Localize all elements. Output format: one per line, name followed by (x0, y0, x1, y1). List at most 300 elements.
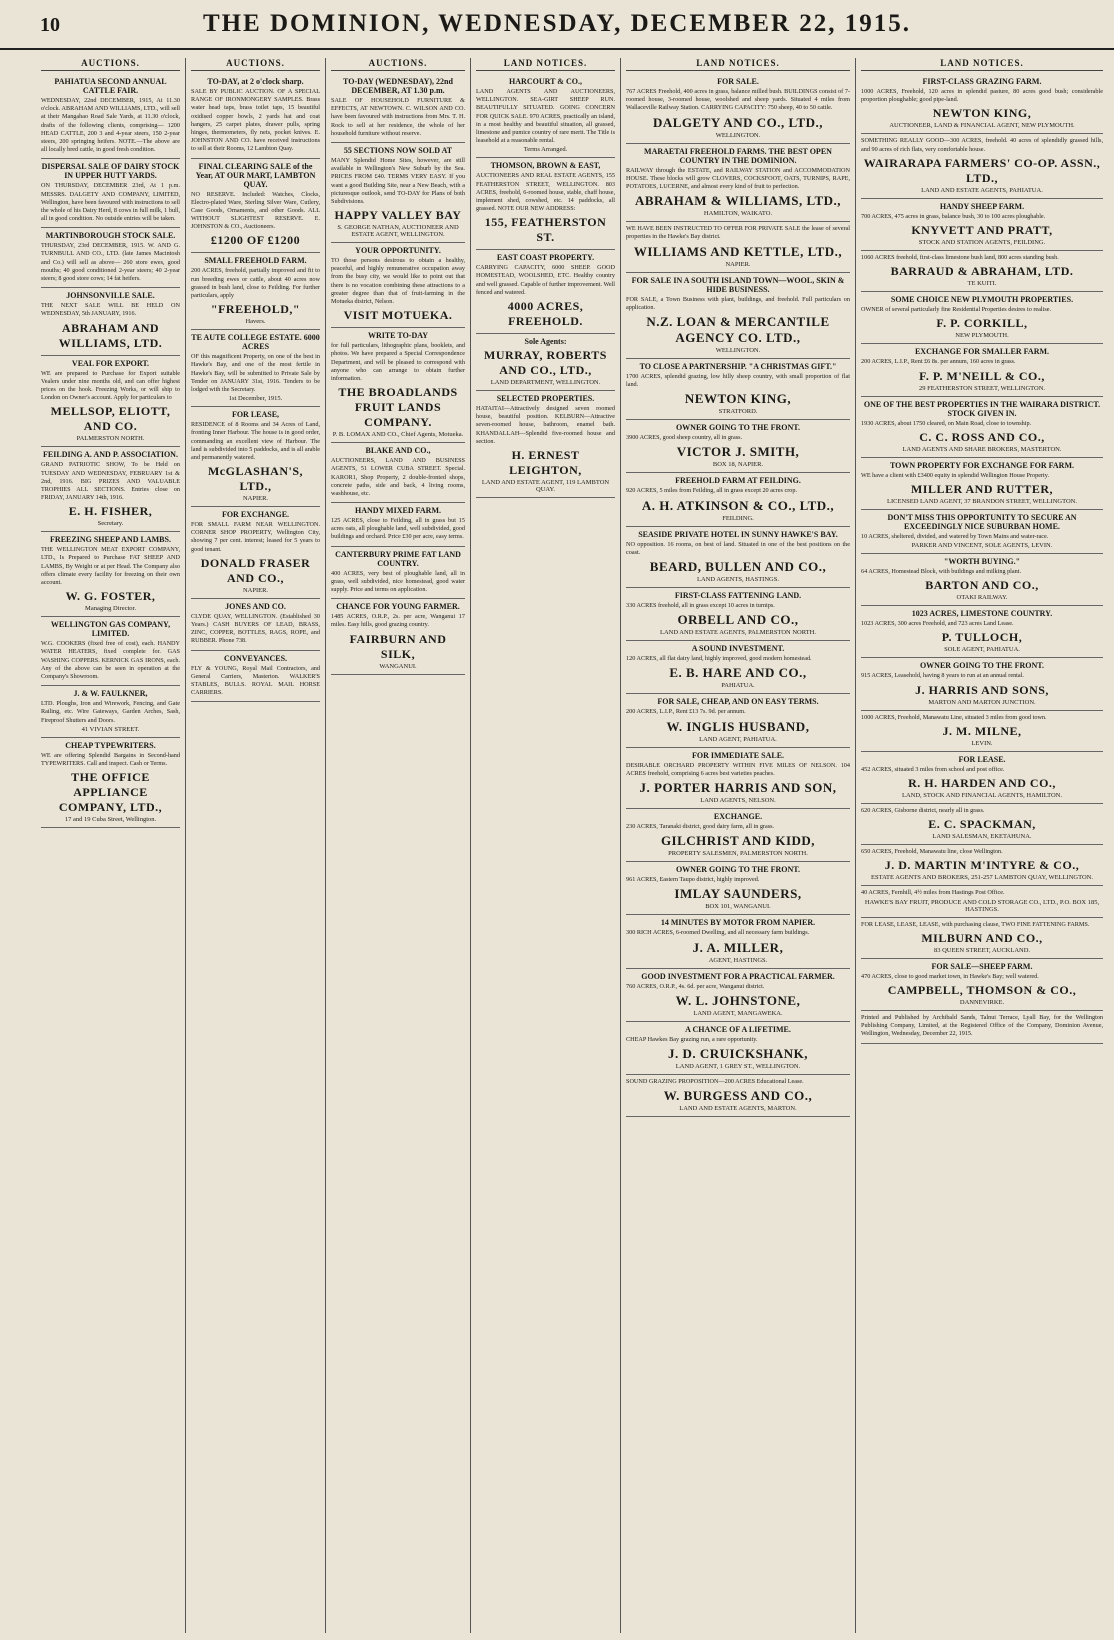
ad-body: DESIRABLE ORCHARD PROPERTY WITHIN FIVE MILES OF NELSON. 104 ACRES freehold, comprising 6 acres best varieties peaches. (626, 761, 850, 777)
column-4 (471, 58, 621, 1633)
column-5 (621, 58, 856, 1633)
ad-title: SMALL FREEHOLD FARM. (204, 256, 307, 266)
ad-firm-name: THE BROADLANDS FRUIT LANDS COMPANY. (338, 385, 458, 430)
ad-body: 1485 ACRES, O.R.P., 2s. per acre, Wanganui 17 miles. Easy hills, good grazing country. (331, 613, 465, 629)
ad-subline: LAND AGENTS, HASTINGS. (697, 576, 779, 583)
ad-firm-name: F. P. CORKILL, (936, 316, 1028, 331)
ad-title: 1023 ACRES, LIMESTONE COUNTRY. (911, 609, 1053, 619)
ad-body: NO RESERVE. Included: Watches, Clocks, Electro-plated Ware, Sterling Silver Ware, Cutlery, Case Goods, Ornaments, and other Goods. ALL WITHOUT SLIGHTEST RESERVE. E. JOHNSTON & CO., Auctioneers. (191, 190, 320, 231)
ad-subline: LAND AGENTS, NELSON. (700, 796, 776, 804)
ad-firm-name: DALGETY AND CO., LTD., (652, 114, 824, 130)
ad-title: FOR SALE. (717, 77, 759, 86)
ad-subline: Managing Director. (85, 605, 136, 613)
advertisement (861, 658, 1103, 710)
ad-subline: PARKER AND VINCENT, SOLE AGENTS, LEVIN. (911, 542, 1053, 550)
ad-firm-name: J. D. MARTIN M'INTYRE & CO., (884, 858, 1080, 873)
ad-firm-name: C. C. ROSS AND CO., (919, 429, 1045, 444)
advertisement (41, 617, 180, 686)
ad-firm-name: J. A. MILLER, (692, 939, 784, 955)
ad-subline: LAND AGENT, 1 GREY ST., WELLINGTON. (675, 1062, 801, 1070)
ad-subline: BOX 18, NAPIER. (712, 461, 764, 469)
ad-title: FEILDING A. AND P. ASSOCIATION. (43, 450, 178, 460)
ad-title: A SOUND INVESTMENT. (691, 644, 785, 654)
ad-title: ONE OF THE BEST PROPERTIES IN THE WAIRARA DISTRICT. STOCK GIVEN IN. (863, 399, 1101, 418)
ad-body: FOR SALE, a Town Business with plant, buildings, and freehold. Full particulars on application. (626, 295, 850, 311)
ad-subline: SOLE AGENT, PAHIATUA. (944, 646, 1020, 654)
ad-title: CHEAP TYPEWRITERS. (65, 740, 156, 750)
advertisement (626, 222, 850, 272)
advertisement (861, 74, 1103, 134)
ad-body: 300 RICH ACRES, 6-roomed Dwelling, and all necessary farm buildings. (626, 929, 810, 937)
ad-subline: PALMERSTON NORTH. (76, 435, 145, 443)
advertisement (861, 711, 1103, 752)
ad-title: FREEHOLD FARM AT FEILDING. (675, 476, 801, 486)
ad-firm-name: W. G. FOSTER, (65, 589, 156, 604)
ad-body: WE are offering Splendid Bargains in Second-hand TYPEWRITERS. Call and inspect. Cash or Terms. (41, 751, 180, 767)
column-1 (36, 58, 186, 1633)
ad-title: Sole Agents: (524, 337, 567, 346)
ad-subline: FEILDING. (722, 514, 754, 522)
advertisement (331, 328, 465, 443)
ad-subline: HAMILTON, WAIKATO. (703, 210, 773, 218)
advertisement (626, 748, 850, 809)
ad-body: WEDNESDAY, 22nd DECEMBER, 1915, At 11.30 o'clock. ABRAHAM AND WILLIAMS, LTD., will sell at their Mangahao Road Sale Yards, at 11.30 o'clock, drafts of the following clients, comprising— 1200 HEAD CATTLE, 200 3 and 4-year steers, 150 2-year steers, 200 springing heifers. NOTE.—The above are all locally bred cattle, in good fresh condition. (41, 97, 180, 154)
advertisement (191, 159, 320, 254)
advertisement (861, 804, 1103, 845)
advertisement (41, 686, 180, 738)
advertisement (861, 845, 1103, 886)
ad-firm-name: E. C. SPACKMAN, (928, 817, 1036, 832)
ad-firm-name: VICTOR J. SMITH, (676, 444, 800, 460)
ad-body: 760 ACRES, O.R.P., 4s. 6d. per acre, Wanganui district. (626, 982, 765, 990)
ad-title: THOMSON, BROWN & EAST, (490, 161, 601, 171)
advertisement (191, 407, 320, 507)
ad-firm-name: ORBELL AND CO., (677, 612, 799, 628)
ad-firm-name: MILLER AND RUTTER, (910, 481, 1054, 496)
ad-title: DISPERSAL SALE OF DAIRY STOCK IN UPPER HUTT YARDS. (41, 162, 180, 181)
ad-body: 200 ACRES, freehold, partially improved and fit to run breeding ewes or cattle, about 40 acres now grassed in bush land, close to Feilding. For further particulars, apply (191, 267, 320, 299)
advertisement (861, 554, 1103, 606)
ad-subline: DANNEVIRKE. (959, 998, 1005, 1006)
ad-firm-name: N.Z. LOAN & MERCANTILE AGENCY CO. LTD., (646, 313, 830, 345)
ad-body: AUCTIONEERS, LAND AND BUSINESS AGENTS, 51 LOWER CUBA STREET. Special. KAROR1, Shop Property, 2 double-fronted shops, concrete paths, side and back, 4 living rooms, washhouse, etc. (331, 457, 465, 497)
ad-subline: Havers. (245, 318, 266, 326)
ad-firm-name: NEWTON KING, (932, 106, 1032, 121)
ad-body: 330 ACRES freehold, all in grass except 10 acres in turnips. (626, 602, 775, 609)
ad-firm-name: NEWTON KING, (684, 391, 792, 407)
ad-firm-name: 155, FEATHERSTON ST. (484, 215, 607, 245)
advertisement (191, 599, 320, 651)
advertisement (861, 1011, 1103, 1044)
advertisement (41, 74, 180, 159)
ad-title: FINAL CLEARING SALE of the Year, AT OUR MART, LAMBTON QUAY. (195, 161, 316, 189)
column-heading: LAND NOTICES. (626, 58, 850, 71)
ad-firm-name: "FREEHOLD," (210, 302, 301, 317)
ad-title: OWNER GOING TO THE FRONT. (919, 661, 1045, 671)
ad-body: HATAITAI—Attractively designed seven roomed house, beautiful position. KELBURN—Attractive seven-roomed house, bathroom, enamel bath. KHANDALLAH—Splendid five-roomed house and section. (476, 405, 615, 445)
ad-title: WELLINGTON GAS COMPANY, LIMITED. (50, 620, 171, 639)
ad-title: YOUR OPPORTUNITY. (355, 246, 441, 256)
ad-body: OF this magnificent Property, on one of the best in Hawke's Bay, and one of the most fertile in Hawke's Bay, will be submitted to Private Sale by Tender on JANUARY 31st, 1916. Tenders to be lodged with the Secretary. (191, 353, 320, 393)
ad-title: MARAETAI FREEHOLD FARMS. THE BEST OPEN COUNTRY IN THE DOMINION. (644, 146, 832, 165)
ad-subline: 41 VIVIAN STREET. (81, 725, 140, 733)
ad-title: VEAL FOR EXPORT. (71, 358, 150, 368)
ad-body: W.G. COOKERS (fixed free of cost), each. HANDY WATER HEATERS, fixed complete for. GAS WASHING COPPERS. KERNICK GAS IRONS, each. Any of the above can be seen in operation at the Company's Showroom. (41, 640, 180, 680)
ad-subline: AUCTIONEER, LAND & FINANCIAL AGENT, NEW PLYMOUTH. (889, 122, 1075, 130)
ad-body: LAND AGENTS AND AUCTIONEERS, WELLINGTON. SEA-GIRT SHEEP RUN. BEAUTIFULLY SITUATED. GOING CONCERN FOR QUICK SALE. 970 ACRES, practically an island, in a most healthy and beautiful situation, all grassed, limestone and pumice country of rare merit. The Title is leasehold at a reasonable rental. (476, 88, 615, 145)
ad-body: OWNER of several particularly fine Residential Properties desires to realise. (861, 306, 1052, 314)
ad-body: WE are prepared to Purchase for Export suitable Vealers under nine months old, and can offer highest prices on the hook. Freezing Works, or will ship to London on Owner's account. Apply for particulars to (41, 369, 180, 402)
column-2 (186, 58, 326, 1633)
masthead (0, 0, 1114, 50)
ad-subline: Terms Arranged. (523, 146, 568, 154)
ad-body: 920 ACRES, 5 miles from Feilding, all in grass except 20 acres crop. (626, 487, 797, 495)
advertisement (861, 199, 1103, 251)
advertisement (861, 292, 1103, 344)
ad-subline: LAND AND ESTATE AGENTS, PALMERSTON NORTH. (659, 629, 816, 637)
ad-body: THE NEXT SALE WILL BE HELD ON WEDNESDAY, 5th JANUARY, 1916. (41, 302, 180, 318)
advertisement (41, 288, 180, 355)
ad-subline: BOX 101, WANGANUI. (705, 903, 771, 911)
advertisement (476, 158, 615, 250)
ad-subline: MARTON AND MARTON JUNCTION. (928, 698, 1036, 706)
ad-body: THE WELLINGTON MEAT EXPORT COMPANY, LTD., Is Prepared to Purchase FAT SHEEP AND LAMBS, By Weight or at per Head. The Company also offers climate every facility for freezing on their own account. (41, 546, 180, 586)
ad-firm-name: J. PORTER HARRIS AND SON, (639, 779, 837, 795)
ad-body: 767 ACRES Freehold, 400 acres in grass, balance milled bush. BUILDINGS consist of 7-roomed house, 3-roomed house, woolshed and sheep yards. Situated 4 miles from Wallaceville Railway Station. CARRYING CAPACITY: 750 sheep, 40 to 50 cattle. (626, 88, 850, 112)
advertisement (861, 510, 1103, 554)
ad-title: TOWN PROPERTY FOR EXCHANGE FOR FARM. (889, 460, 1074, 470)
ad-body: 125 ACRES, close to Feilding, all in grass but 15 acres oats, all ploughable land, well subdivided, good buildings and orchard. Price £30 per acre, easy terms. (331, 517, 465, 541)
ad-firm-name: CAMPBELL, THOMSON & CO., (887, 982, 1077, 997)
ad-body: for full particulars, lithographic plans, booklets, and photos. We have prepared a Special Correspondence Department, and will be pleased to correspond with anyone who can arrange to obtain further information. (331, 342, 465, 382)
ad-firm-name: McGLASHAN'S, LTD., (207, 464, 303, 494)
ad-firm-name: VISIT MOTUEKA. (343, 308, 453, 323)
ad-title: 55 SECTIONS NOW SOLD AT (343, 145, 453, 155)
ad-body: CLYDE QUAY, WELLINGTON. (Established 30 Years.) CASH BUYERS OF LEAD, BRASS, ZINC, COPPER, BOTTLES, RAGS, ROPE, and RUBBER. Phone 738. (191, 612, 320, 645)
column-heading: LAND NOTICES. (476, 58, 615, 71)
advertisement (626, 694, 850, 747)
ad-title: TO-DAY (WEDNESDAY), 22nd DECEMBER, AT 1.30 p.m. (343, 77, 453, 95)
ad-title: WRITE TO-DAY (367, 331, 429, 341)
ad-subline: STRATFORD. (718, 408, 758, 416)
ad-subline: LAND, STOCK AND FINANCIAL AGENTS, HAMILTON. (902, 792, 1062, 799)
ad-firm-name: E. H. FISHER, (68, 504, 153, 519)
advertisement (626, 473, 850, 526)
advertisement (41, 738, 180, 828)
ad-title: MARTINBOROUGH STOCK SALE. (45, 231, 176, 241)
ad-title: SELECTED PROPERTIES. (496, 394, 595, 403)
ad-subline: NAPIER. (242, 495, 269, 503)
advertisement (476, 74, 615, 158)
advertisement (861, 918, 1103, 959)
ad-title: FOR SALE IN A SOUTH ISLAND TOWN—WOOL, SKIN & HIDE BUSINESS. (631, 275, 845, 294)
ad-subline: P. B. LOMAX AND CO., Chief Agents, Motueka. (332, 431, 464, 439)
ad-subline: WANGANUI. (379, 662, 417, 670)
ad-firm-name: BARTON AND CO., (925, 578, 1039, 593)
advertisement (331, 443, 465, 503)
ad-title: TO CLOSE A PARTNERSHIP. "A CHRISTMAS GIFT." (639, 361, 837, 371)
ad-subline: NAPIER. (725, 260, 751, 268)
advertisement (41, 532, 180, 617)
ad-body: MANY Splendid Home Sites, however, are still available in Wellington's New Suburb by the Sea. PRICES FROM £40. TERMS VERY EASY. If you want a good Building Site, near a New Beach, with a picturesque outlook, send TO-DAY for Plans of both Subdivisions. (331, 156, 465, 205)
ad-body: FLY & YOUNG, Royal Mail Contractors, and General Carriers, Masterton. WALKER'S STABLES, BULLS. ROYAL MAIL HORSE CARRIERS. (191, 664, 320, 697)
ad-subline: HAWKE'S BAY FRUIT, PRODUCE AND COLD STORAGE CO., LTD., P.O. BOX 185, HASTINGS. (864, 898, 1100, 913)
advertisement (861, 458, 1103, 510)
ad-firm-name: FAIRBURN AND SILK, (349, 631, 447, 661)
advertisement (626, 809, 850, 862)
column-heading: AUCTIONS. (191, 58, 320, 71)
ad-title: FOR SALE, CHEAP, AND ON EASY TERMS. (657, 697, 819, 707)
ad-subline: WELLINGTON. (715, 346, 761, 354)
ad-subline: S. GEORGE NATHAN, AUCTIONEER AND ESTATE AGENT, WELLINGTON. (337, 224, 459, 239)
advertisement (331, 143, 465, 243)
ad-title: EXCHANGE. (713, 811, 763, 821)
ad-body: 470 ACRES, close to good market town, in Hawke's Bay; well watered. (861, 972, 1039, 980)
ad-firm-name: BARRAUD & ABRAHAM, LTD. (890, 264, 1074, 279)
ad-body: 1023 ACRES, 300 acres Freehold, and 723 acres Land Lease. (861, 620, 1014, 628)
ad-subline: PAHIATUA. (721, 682, 755, 690)
ad-body: 961 ACRES, Eastern Taupo district, highly improved. (626, 876, 760, 884)
ad-subline: AGENT, HASTINGS. (708, 956, 768, 964)
ad-body: SALE OF HOUSEHOLD FURNITURE & EFFECTS, AT NEWTOWN. C. WILSON AND CO. have been favoured with instructions from Mrs. T. H. Rock to sell at her residence, the whole of her household furniture without reserve. (331, 97, 465, 137)
ad-title: FIRST-CLASS FATTENING LAND. (674, 591, 802, 600)
ad-body: FOR LEASE, LEASE, LEASE, with purchasing clause, TWO FINE FATTENING FARMS. (861, 920, 1090, 928)
ad-body: SOUND GRAZING PROPOSITION—200 ACRES Educational Lease. (626, 1077, 804, 1085)
advertisement (476, 391, 615, 498)
ad-body: 3900 ACRES, good sheep country, all in grass. (626, 434, 743, 442)
ad-title: EAST COAST PROPERTY. (496, 253, 595, 263)
ad-title: SOME CHOICE NEW PLYMOUTH PROPERTIES. (890, 295, 1074, 305)
ad-subline: LEVIN. (971, 739, 993, 747)
ad-title: FOR SALE—SHEEP FARM. (931, 961, 1033, 971)
ad-body: 1060 ACRES freehold, first-class limestone bush land, 800 acres standing bush. (861, 253, 1059, 261)
ad-subline: 17 and 19 Cuba Street, Wellington. (64, 816, 157, 824)
ad-title: CANTERBURY PRIME FAT LAND COUNTRY. (335, 549, 461, 568)
ad-title: FOR EXCHANGE. (221, 510, 290, 520)
ad-body: NO opposition. 16 rooms, on best of land. Situated in one of the best positions on the coast. (626, 540, 850, 556)
ad-firm-name: WILLIAMS AND KETTLE, LTD., (633, 243, 843, 259)
ad-body: 400 ACRES, very best of ploughable land, all in grass, well subdivided, nice homestead, good water supply. Price and terms on application. (331, 569, 465, 593)
ad-body: CARRYING CAPACITY, 6000 SHEEP. GOOD HOMESTEAD, WOOLSHED, ETC. Healthy country and well grassed. Capable of further improvement. Well fenced and watered. (476, 264, 615, 296)
ad-firm-name: H. ERNEST LEIGHTON, (509, 447, 582, 477)
ad-title: TO-DAY, at 2 o'clock sharp. (207, 77, 304, 86)
advertisement (191, 651, 320, 703)
advertisement (191, 253, 320, 330)
advertisement (331, 547, 465, 600)
advertisement (41, 356, 180, 448)
ad-title: DON'T MISS THIS OPPORTUNITY TO SECURE AN EXCEEDINGLY NICE SUBURBAN HOME. (887, 512, 1077, 531)
ad-subline: 29 FEATHERSTON STREET, WELLINGTON. (918, 384, 1046, 392)
ad-body: TO those persons desirous to obtain a healthy, peaceful, and highly remunerative occupation away from the busy city, we would like to point out that there is no vocation combining these attractions to a greater degree than that of fruit-farming in the Motueka district, Nelson. (331, 257, 465, 305)
ad-firm-name: 4000 ACRES, FREEHOLD. (507, 299, 584, 328)
ad-subline: LAND AGENT, MANGAWEKA. (693, 1009, 783, 1017)
advertisement (861, 251, 1103, 292)
ad-title: FIRST-CLASS GRAZING FARM. (922, 77, 1042, 86)
advertisement (191, 330, 320, 407)
ad-title: EXCHANGE FOR SMALLER FARM. (914, 347, 1050, 357)
ad-firm-name: E. B. HARE AND CO., (669, 665, 807, 681)
ad-firm-name: W. L. JOHNSTONE, (675, 992, 801, 1008)
advertisement (626, 1075, 850, 1117)
ad-firm-name: W. BURGESS AND CO., (663, 1088, 813, 1104)
ad-title: PAHIATUA SECOND ANNUAL CATTLE FAIR. (54, 77, 167, 95)
advertisement (626, 359, 850, 420)
ad-subline: LAND SALESMAN, EKETAHUNA. (932, 833, 1032, 841)
ad-firm-name: J. D. CRUICKSHANK, (667, 1045, 809, 1061)
ad-body: 650 ACRES, Freehold, Manawatu line, close Wellington. (861, 848, 1003, 856)
advertisement (861, 134, 1103, 198)
ad-body: 452 ACRES, situated 3 miles from school and post office. (861, 765, 1005, 773)
ad-body: 1000 ACRES, Freehold, 120 acres in splendid pasture, 80 acres good bush; considerable proportion ploughable; good pipe-land. (861, 88, 1103, 104)
ad-body: WE HAVE BEEN INSTRUCTED TO OFFER FOR PRIVATE SALE the lease of several properties in the Hawke's Bay district. (626, 225, 850, 241)
advertisement (41, 447, 180, 532)
ad-subline: 1st December, 1915. (228, 395, 283, 403)
ad-title: CONVEYANCES. (223, 653, 288, 663)
ad-body: AUCTIONEERS AND REAL ESTATE AGENTS, 155 FEATHERSTON STREET, WELLINGTON. 803 ACRES, freehold, 6-roomed house, stable, chaff house, implement shed, cowshed, etc. 14 paddocks, all grassed. NOTE OUR NEW ADDRESS: (476, 172, 615, 213)
ad-title: FREEZING SHEEP AND LAMBS. (50, 535, 171, 545)
ad-body: 1000 ACRES, Freehold, Manawatu Line, situated 3 miles from good town. (861, 713, 1047, 721)
ad-body: 120 ACRES, all flat dairy land, highly improved, good modern homestead. (626, 655, 812, 663)
ad-firm-name: MILBURN AND CO., (921, 930, 1043, 945)
ad-subline: TE KUITI. (967, 280, 997, 288)
ad-body: WE have a client with £3400 equity in splendid Wellington House Property. (861, 471, 1050, 479)
ad-subline: LAND AND ESTATE AGENT, 119 LAMBTON QUAY. (481, 478, 610, 493)
ad-subline: LAND AND ESTATE AGENTS, PAHIATUA. (921, 186, 1043, 194)
ad-body: SALE BY PUBLIC AUCTION. OF A SPECIAL RANGE OF IRONMONGERY SAMPLES. Brass water head taps, brass toilet taps, 15 beautiful oxidised copper bowls, 2 yards hat and coat hangers, 25 carpet plates, drawer pulls, spring hinges, thermometers, fly nets, pocket knives. E. JOHNSTON AND CO. have received instructions to sell at their Rooms, 12 Lambton Quay. (191, 88, 320, 153)
ad-body: 10 ACRES, sheltered, divided, and watered by Town Mains and water-race. (861, 532, 1049, 540)
advertisement (191, 507, 320, 599)
ad-subline: Secretary. (97, 520, 124, 528)
ad-subline: WELLINGTON. (715, 131, 761, 139)
ad-body: 200 ACRES, L.I.P., Rent £6 8s. per annum, 160 acres in grass. (861, 358, 1016, 366)
ad-firm-name: P. TULLOCH, (941, 630, 1023, 645)
advertisement (331, 599, 465, 674)
ad-body: THURSDAY, 23rd DECEMBER, 1915. W. AND G. TURNBULL AND CO., LTD. (late James Macintosh and Co.) will sell as above— 260 store ewes, good mouths; 40 good conditioned 2-year steers; 40 2-year steers; 8 good store cows; 14 fat heifers. (41, 242, 180, 282)
ad-body: Printed and Published by Archibald Sands, Talnui Terrace, Lyall Bay, for the Wellington Publishing Company, Limited, at the Registered Office of the Company, Dominion Avenue, Wellington, Wednesday, December 22, 1915. (861, 1013, 1103, 1038)
advertisement (41, 159, 180, 228)
column-heading: AUCTIONS. (331, 58, 465, 71)
columns (36, 58, 1108, 1633)
ad-firm-name: IMLAY SAUNDERS, (674, 886, 802, 902)
ad-subline: 83 QUEEN STREET, AUCKLAND. (933, 946, 1031, 954)
advertisement (861, 397, 1103, 458)
ad-firm-name: MURRAY, ROBERTS AND CO., LTD., (484, 348, 607, 377)
ad-body: RESIDENCE of 8 Rooms and 34 Acres of Land, fronting Inner Harbour. The house is in good order, commanding an excellent view of Harbour. The land is subdivided into 5 paddocks, and is all arable and permanently watered. (191, 421, 320, 461)
ad-title: HANDY SHEEP FARM. (939, 201, 1025, 211)
advertisement (626, 915, 850, 968)
ad-title: GOOD INVESTMENT FOR A PRACTICAL FARMER. (641, 971, 835, 981)
ad-title: J. & W. FAULKNER, (73, 689, 148, 699)
ad-body: GRAND PATRIOTIC SHOW, To be Held on TUESDAY AND WEDNESDAY, FEBRUARY 1st & 2nd, 1916. BIG PRIZES AND VALUABLE TROPHIES ALL SECTIONS. Entries close on FRIDAY, JANUARY 14th, 1916. (41, 461, 180, 502)
ad-body: RAILWAY through the ESTATE, and RAILWAY STATION and ACCOMMODATION HOUSE. These blocks will grow CLOVERS, COCKSFOOT, OATS, TURNIPS, RAPE, POTATOES, LUCERNE, and almost every kind of fruit to perfection. (626, 166, 850, 190)
ad-firm-name: J. HARRIS AND SONS, (915, 682, 1049, 697)
column-heading: AUCTIONS. (41, 58, 180, 71)
ad-title: HANDY MIXED FARM. (355, 506, 441, 516)
advertisement (331, 243, 465, 328)
ad-title: CHANCE FOR YOUNG FARMER. (336, 602, 460, 612)
ad-firm-name: WAIRARAPA FARMERS' CO-OP. ASSN., LTD., (863, 155, 1101, 185)
ad-title: FOR LEASE, (231, 410, 280, 420)
ad-subline: ESTATE AGENTS AND BROKERS, 251-257 LAMBTON QUAY, WELLINGTON. (871, 874, 1093, 882)
advertisement (626, 74, 850, 144)
ad-firm-name: KNYVETT AND PRATT, (911, 222, 1053, 237)
ad-body: SOMETHING REALLY GOOD—300 ACRES, freehold. 40 acres of splendidly grassed hills, and 90 acres of rich flats, very comfortable house. (861, 137, 1103, 153)
column-3 (326, 58, 471, 1633)
advertisement (626, 420, 850, 473)
ad-firm-name: THE OFFICE APPLIANCE COMPANY, LTD., (58, 770, 163, 815)
ad-subline: LAND AGENTS AND SHARE BROKERS, MASTERTON. (902, 445, 1062, 453)
advertisement (626, 969, 850, 1022)
ad-body: 700 ACRES, 475 acres in grass, balance bush, 30 to 100 acres ploughable. (861, 212, 1046, 220)
ad-subline: LICENSED LAND AGENT, 37 BRANDON STREET, WELLINGTON. (887, 497, 1077, 505)
ad-title: HARCOURT & CO., (509, 77, 582, 86)
ad-subline: LAND DEPARTMENT, WELLINGTON. (490, 379, 601, 386)
ad-firm-name: DONALD FRASER AND CO., (200, 555, 311, 585)
ad-body: 200 ACRES, L.I.P., Rent £13 7s. 9d. per annum. (626, 708, 746, 716)
ad-subline: PROPERTY SALESMEN, PALMERSTON NORTH. (668, 850, 808, 858)
advertisement (626, 273, 850, 359)
advertisement (626, 641, 850, 694)
ad-firm-name: GILCHRIST AND KIDD, (660, 833, 816, 849)
ad-subline: OTAKI RAILWAY. (956, 594, 1008, 602)
advertisement (331, 503, 465, 547)
ad-firm-name: W. INGLIS HUSBAND, (666, 718, 810, 734)
advertisement (861, 606, 1103, 658)
ad-title: OWNER GOING TO THE FRONT. (675, 423, 801, 433)
advertisement (861, 886, 1103, 917)
ad-title: A CHANCE OF A LIFETIME. (685, 1024, 791, 1034)
ad-firm-name: R. H. HARDEN AND CO., (908, 776, 1056, 790)
ad-body: FOR SMALL FARM NEAR WELLINGTON. CORNER SHOP PROPERTY, Wellington City, showing 7 per cent. interest; leased for 5 years to good tenant. (191, 521, 320, 553)
ad-body: ON THURSDAY, DECEMBER 23rd, At 1 p.m. MESSRS. DALGETY AND COMPANY, LIMITED, Wellington, have been favoured with instructions to sell the whole of his Dairy Herd, 8 cows in full milk, 1 bull, all in good condition. No outside entries will be taken. (41, 182, 180, 223)
ad-body: 40 ACRES, Fernhill, 4½ miles from Hastings Post Office. (861, 889, 1005, 897)
advertisement (41, 228, 180, 288)
column-6 (856, 58, 1108, 1633)
ad-title: BLAKE AND CO., (365, 446, 431, 456)
ad-title: TE AUTE COLLEGE ESTATE. 6000 ACRES (191, 333, 320, 352)
ad-title: OWNER GOING TO THE FRONT. (675, 865, 801, 875)
ad-body: 915 ACRES, Leasehold, having 8 years to run at an annual rental. (861, 672, 1024, 680)
advertisement (626, 144, 850, 223)
advertisement (861, 959, 1103, 1011)
newspaper-title: THE DOMINION, WEDNESDAY, DECEMBER 22, 1915. (202, 10, 912, 37)
ad-firm-name: £1200 OF £1200 (210, 233, 301, 248)
ad-title: 14 MINUTES BY MOTOR FROM NAPIER. (660, 918, 816, 928)
advertisement (191, 74, 320, 159)
column-heading: LAND NOTICES. (861, 58, 1103, 71)
ad-subline: NAPIER. (242, 586, 269, 594)
ad-subline: STOCK AND STATION AGENTS, FEILDING. (918, 238, 1046, 246)
advertisement (626, 527, 850, 588)
page-number: 10 (40, 14, 60, 36)
ad-title: JONES AND CO. (225, 601, 286, 611)
advertisement (861, 344, 1103, 396)
ad-title: "WORTH BUYING." (943, 557, 1021, 567)
advertisement (861, 752, 1103, 804)
ad-body: 1700 ACRES, splendid grazing, low hilly sheep country, with small proportion of flat land. (626, 372, 850, 389)
advertisement (626, 588, 850, 641)
ad-body: 64 ACRES, Homestead Block, with buildings and milking plant. (861, 568, 1022, 576)
ad-firm-name: BEARD, BULLEN AND CO., (649, 559, 827, 574)
ad-firm-name: HAPPY VALLEY BAY (334, 208, 462, 223)
ad-firm-name: MELLSOP, ELIOTT, AND CO. (50, 404, 171, 434)
ad-firm-name: J. M. MILNE, (942, 723, 1022, 738)
ad-body: 620 ACRES, Gisborne district, nearly all in grass. (861, 807, 985, 814)
advertisement (476, 250, 615, 334)
advertisement (476, 334, 615, 391)
ad-firm-name: F. P. M'NEILL & CO., (919, 368, 1045, 383)
ad-subline: NEW PLYMOUTH. (955, 332, 1009, 340)
